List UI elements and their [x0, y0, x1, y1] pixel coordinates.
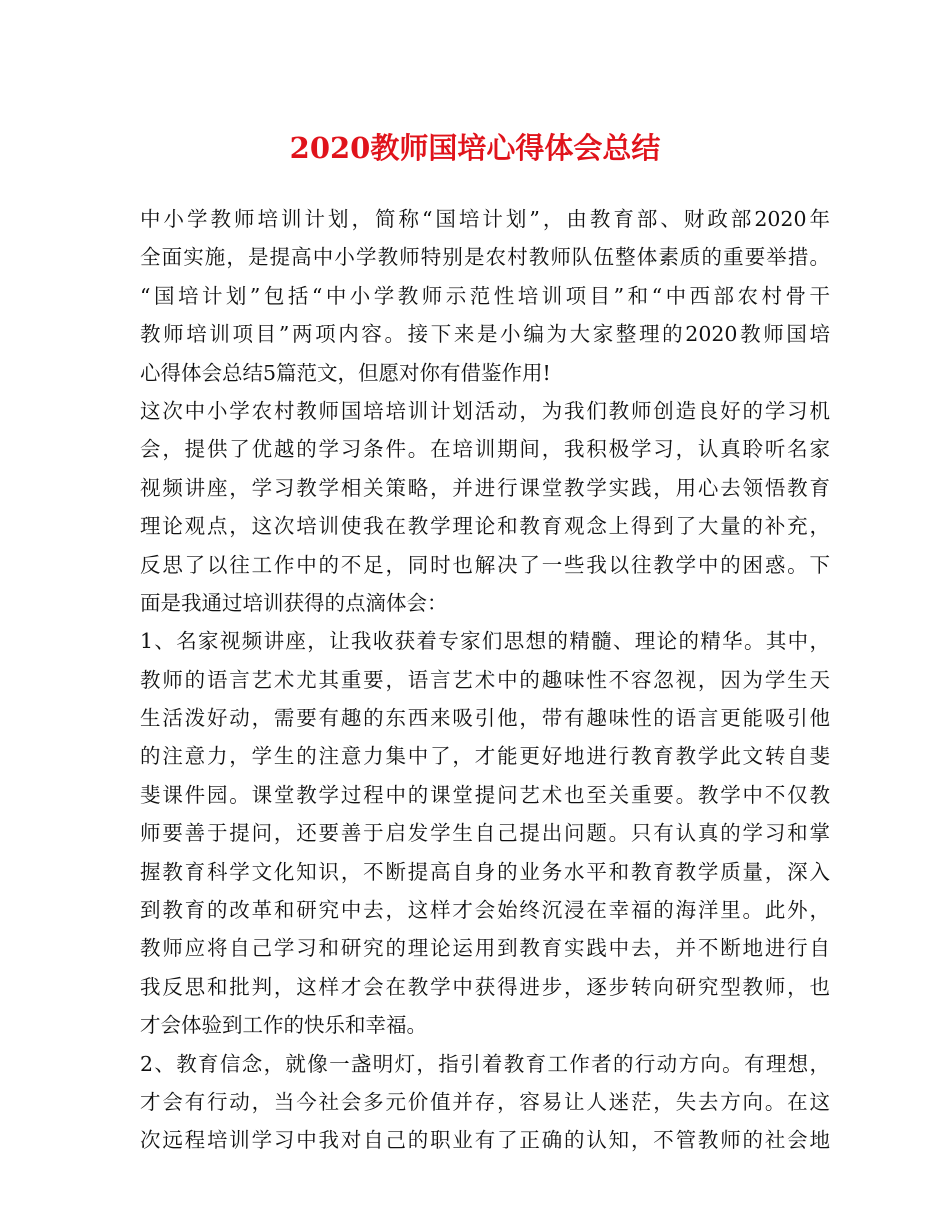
text-line: 才会有行动，当今社会多元价值并存，容易让人迷茫，失去方向。在这 — [140, 1089, 830, 1114]
text-line: 斐课件园。课堂教学过程中的课堂提问艺术也至关重要。教学中不仅教 — [140, 782, 830, 807]
text-line: “国培计划”包括“中小学教师示范性培训项目”和“中西部农村骨干 — [140, 283, 830, 308]
text-line: 到教育的改革和研究中去，这样才会始终沉浸在幸福的海洋里。此外， — [140, 898, 830, 923]
text-line: 次远程培训学习中我对自己的职业有了正确的认知，不管教师的社会地 — [140, 1128, 830, 1153]
text-line: 1、名家视频讲座，让我收获着专家们思想的精髓、理论的精华。其中， — [140, 629, 830, 654]
text-line: 面是我通过培训获得的点滴体会： — [140, 590, 448, 615]
text-line: 视频讲座，学习教学相关策略，并进行课堂教学实践，用心去领悟教育 — [140, 475, 830, 500]
text-line: 心得体会总结5篇范文，但愿对你有借鉴作用! — [140, 360, 551, 385]
text-line: 生活泼好动，需要有趣的东西来吸引他，带有趣味性的语言更能吸引他 — [140, 706, 830, 731]
text-line: 握教育科学文化知识，不断提高自身的业务水平和教育教学质量，深入 — [140, 859, 830, 884]
text-line: 会，提供了优越的学习条件。在培训期间，我积极学习，认真聆听名家 — [140, 437, 830, 462]
text-line: 师要善于提问，还要善于启发学生自己提出问题。只有认真的学习和掌 — [140, 821, 830, 846]
text-line: 反思了以往工作中的不足，同时也解决了一些我以往教学中的困惑。下 — [140, 552, 830, 577]
text-line: 2、教育信念，就像一盏明灯，指引着教育工作者的行动方向。有理想， — [140, 1051, 830, 1076]
text-line: 教师应将自己学习和研究的理论运用到教育实践中去，并不断地进行自 — [140, 936, 830, 961]
text-line: 理论观点，这次培训使我在教学理论和教育观念上得到了大量的补充， — [140, 514, 830, 539]
text-line: 教师的语言艺术尤其重要，语言艺术中的趣味性不容忽视，因为学生天 — [140, 667, 830, 692]
text-line: 中小学教师培训计划，简称“国培计划”，由教育部、财政部2020年 — [140, 207, 830, 231]
text-line: 这次中小学农村教师国培培训计划活动，为我们教师创造良好的学习机 — [140, 398, 830, 423]
text-line: 全面实施，是提高中小学教师特别是农村教师队伍整体素质的重要举措。 — [140, 245, 830, 270]
text-line: 我反思和批判，这样才会在教学中获得进步，逐步转向研究型教师，也 — [140, 974, 830, 999]
text-line: 教师培训项目”两项内容。接下来是小编为大家整理的2020教师国培 — [140, 322, 830, 347]
page-title: 2020教师国培心得体会总结 — [289, 131, 661, 165]
text-line: 才会体验到工作的快乐和幸福。 — [140, 1013, 427, 1038]
text-line: 的注意力，学生的注意力集中了，才能更好地进行教育教学此文转自斐 — [140, 744, 830, 769]
document-body — [140, 200, 830, 1160]
